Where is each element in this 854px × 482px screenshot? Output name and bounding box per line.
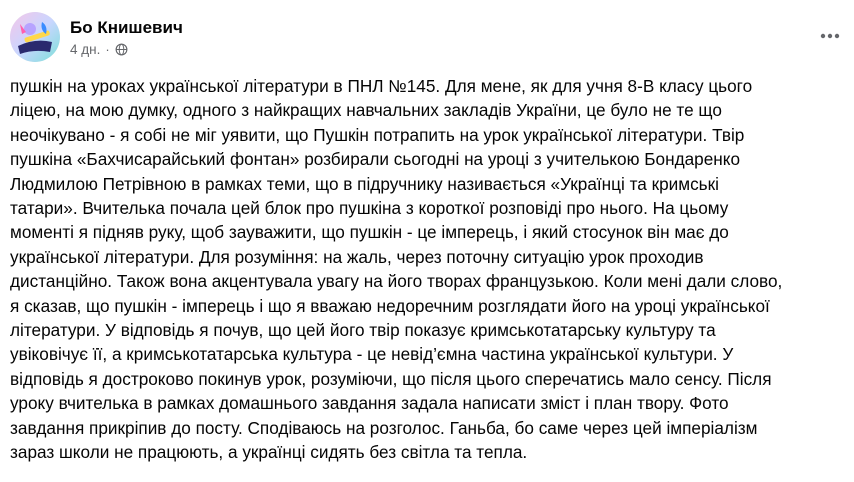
post-text-line: відповідь я достроково покинув урок, розуміючи, що після цього сперечатись мало сенсу. Після	[10, 368, 772, 389]
post-text-line: пушкіна «Бахчисарайський фонтан» розбирали сьогодні на уроці з учителькою Бондаренко	[10, 149, 741, 170]
more-options-icon	[820, 33, 840, 39]
avatar-image	[10, 12, 60, 62]
post-text-line: літератури. У відповідь я почув, що цей його твір показує кримськотатарську культуру та	[10, 320, 716, 341]
post-text-line: ліцею, на мою думку, одного з найкращих навчальних закладів України, це було не те що	[10, 100, 722, 121]
post-text-line: моменті я підняв руку, щоб зауважити, що пушкін - це імперець, і який стосунок він має до	[10, 222, 729, 243]
post-text-line: дистанційно. Також вона акцентувала увагу на його творах французькою. Коли мені дали слово,	[10, 271, 783, 292]
post-text-line: пушкін на уроках української літератури в ПНЛ №145. Для мене, як для учня 8-В класу цього	[10, 76, 753, 96]
avatar[interactable]	[10, 12, 60, 62]
post-header	[10, 12, 844, 68]
post-text	[10, 74, 840, 465]
post-text-line: я сказав, що пушкін - імперець і що я вважаю недоречним розглядати його на уроці української	[10, 295, 770, 316]
post-text-line: уроку вчителька в рамках домашнього завдання задала написати зміст і план твору. Фото	[10, 393, 729, 414]
post-text-line: завдання прикріпив до посту. Сподіваюсь на розголос. Ганьба, бо саме через цей імперіалізм	[10, 417, 758, 438]
meta-separator: ·	[105, 42, 110, 57]
post-meta	[70, 42, 128, 57]
post-text-line: української літератури. Для розуміння: на жаль, через поточну ситуацію урок проходив	[10, 246, 704, 267]
post-author-name[interactable]: Бо Книшевич	[70, 18, 183, 37]
post-text-line: зараз школи не працюють, а українці сидять без світла та тепла.	[10, 442, 528, 463]
post-time[interactable]: 4 дн.	[70, 42, 101, 57]
post-text-line: увіковічує її, а кримськотатарська культура - це невід’ємна частина української культури. У	[10, 344, 734, 365]
more-options-button[interactable]	[818, 26, 842, 46]
post-text-line: Людмилою Петрівною в рамках теми, що в підручнику називається «Українці та кримські	[10, 173, 719, 194]
post-text-line: татари». Вчителька почала цей блок про пушкіна з короткої розповіді про нього. На цьому	[10, 198, 729, 219]
globe-icon[interactable]	[115, 43, 128, 56]
post-text-line: неочікувано - я собі не міг уявити, що Пушкін потрапить на урок української літератури. Твір	[10, 124, 745, 145]
